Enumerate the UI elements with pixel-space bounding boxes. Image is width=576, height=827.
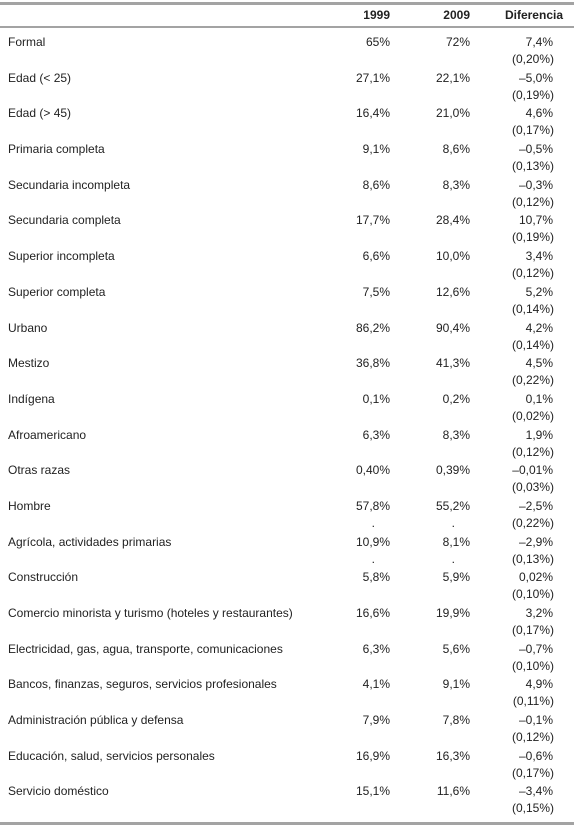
- value-1999: 7,9%: [362, 713, 390, 728]
- standard-error: (0,03%): [511, 480, 554, 495]
- standard-error: (0,12%): [511, 194, 554, 209]
- value-difference: –0,7%: [518, 641, 553, 656]
- row-label: Otras razas: [8, 463, 71, 478]
- row-label: Afroamericano: [8, 427, 87, 442]
- row-label: Construcción: [8, 570, 79, 585]
- standard-error: (0,13%): [511, 551, 554, 566]
- standard-error: (0,17%): [511, 623, 554, 637]
- row-label: Primaria completa: [8, 142, 105, 157]
- standard-error: (0,10%): [511, 658, 554, 673]
- value-1999: 9,1%: [362, 142, 390, 157]
- row-label: Educación, salud, servicios personales: [8, 748, 215, 763]
- value-1999: 0,40%: [355, 463, 390, 478]
- standard-error: (0,22%): [511, 515, 554, 530]
- value-2009: 8,3%: [442, 427, 470, 442]
- value-1999: 6,6%: [362, 249, 390, 264]
- value-1999: 6,3%: [362, 427, 390, 442]
- standard-error: (0,11%): [512, 694, 554, 709]
- value-2009: 9,1%: [442, 677, 470, 692]
- value-difference: –0,6%: [518, 748, 553, 763]
- row-label: Bancos, finanzas, seguros, servicios profesionales: [8, 677, 277, 692]
- value-difference: –2,9%: [518, 534, 553, 549]
- row-label: Superior completa: [8, 284, 106, 299]
- table-row: [0, 605, 576, 641]
- value-difference: 4,9%: [525, 677, 553, 692]
- standard-error: (0,12%): [511, 266, 554, 281]
- value-difference: 0,1%: [525, 391, 553, 406]
- table-row: [0, 70, 576, 106]
- value-1999: 17,7%: [355, 213, 390, 228]
- table-row: [0, 569, 576, 605]
- value-1999: 15,1%: [355, 784, 390, 799]
- standard-error: (0,10%): [511, 587, 554, 602]
- value-1999: 5,8%: [362, 570, 390, 585]
- value-difference: –0,1%: [518, 713, 553, 728]
- table-row: [0, 534, 576, 570]
- value-1999: 16,9%: [355, 748, 390, 763]
- row-label: Administración pública y defensa: [8, 713, 184, 728]
- value-2009: 8,3%: [442, 177, 470, 192]
- value-1999: 10,9%: [355, 534, 390, 549]
- value-2009: 21,0%: [435, 106, 470, 121]
- value-difference: –3,4%: [518, 784, 553, 799]
- value-difference: 1,9%: [525, 427, 553, 442]
- value-1999: 0,1%: [362, 391, 390, 406]
- value-difference: –5,0%: [518, 70, 553, 85]
- table-row: [0, 462, 576, 498]
- mark-1999: .: [371, 551, 375, 566]
- mark-1999: .: [371, 515, 375, 530]
- row-label: Urbano: [8, 320, 48, 335]
- standard-error: (0,19%): [511, 87, 554, 102]
- value-1999: 86,2%: [355, 320, 390, 335]
- standard-error: (0,13%): [511, 159, 554, 174]
- table-row: [0, 783, 576, 819]
- table-header: [0, 7, 576, 24]
- value-2009: 8,1%: [442, 534, 470, 549]
- row-label: Secundaria incompleta: [8, 177, 131, 192]
- row-label: Formal: [8, 35, 46, 49]
- row-label: Superior incompleta: [8, 249, 115, 264]
- table-row: [0, 284, 576, 320]
- table-row: [0, 498, 576, 534]
- value-1999: 36,8%: [355, 356, 390, 371]
- value-2009: 16,3%: [435, 748, 470, 763]
- table-row: [0, 105, 576, 141]
- table-bottom-rule: [0, 822, 574, 825]
- value-1999: 65%: [365, 35, 390, 49]
- value-2009: 19,9%: [435, 606, 470, 620]
- table-row: [0, 248, 576, 284]
- value-2009: 90,4%: [435, 320, 470, 335]
- table-row: [0, 212, 576, 248]
- row-label: Hombre: [8, 498, 51, 513]
- standard-error: (0,19%): [511, 230, 554, 245]
- column-header-difference: Diferencia: [504, 8, 563, 22]
- row-label: Secundaria completa: [8, 213, 121, 228]
- standard-error: (0,02%): [511, 408, 554, 423]
- table-row: [0, 141, 576, 177]
- standard-error: (0,17%): [511, 765, 554, 780]
- value-difference: 7,4%: [525, 35, 553, 49]
- value-2009: 22,1%: [435, 70, 470, 85]
- standard-error: (0,20%): [511, 52, 554, 66]
- table-header-rule: [0, 26, 574, 28]
- table-row: [0, 320, 576, 356]
- value-2009: 5,6%: [442, 641, 470, 656]
- value-difference: 10,7%: [518, 213, 553, 228]
- value-difference: 5,2%: [525, 284, 553, 299]
- value-2009: 28,4%: [435, 213, 470, 228]
- value-difference: 0,02%: [518, 570, 553, 585]
- standard-error: (0,14%): [511, 337, 554, 352]
- standard-error: (0,22%): [511, 373, 554, 388]
- value-1999: 16,6%: [355, 606, 390, 620]
- value-difference: –2,5%: [518, 498, 553, 513]
- row-label: Agrícola, actividades primarias: [8, 534, 172, 549]
- table-row: [0, 712, 576, 748]
- value-2009: 8,6%: [442, 142, 470, 157]
- value-difference: –0,3%: [518, 177, 553, 192]
- row-label: Servicio doméstico: [8, 784, 109, 799]
- value-2009: 5,9%: [442, 570, 470, 585]
- value-1999: 8,6%: [362, 177, 390, 192]
- row-label: Edad (< 25): [8, 70, 72, 85]
- standard-error: (0,17%): [511, 123, 554, 138]
- value-1999: 4,1%: [362, 677, 390, 692]
- standard-error: (0,12%): [511, 444, 554, 459]
- standard-error: (0,12%): [511, 730, 554, 745]
- table-row: [0, 748, 576, 784]
- row-label: Comercio minorista y turismo (hoteles y restaurantes): [8, 606, 293, 620]
- row-label: Edad (> 45): [8, 106, 72, 121]
- mark-2009: .: [451, 515, 455, 530]
- value-2009: 11,6%: [436, 784, 470, 799]
- row-label: Mestizo: [8, 356, 50, 371]
- value-difference: 4,6%: [525, 106, 553, 121]
- table-row: [0, 641, 576, 677]
- table-row: [0, 355, 576, 391]
- value-2009: 7,8%: [442, 713, 470, 728]
- value-1999: 6,3%: [362, 641, 390, 656]
- column-header-1999: 1999: [363, 8, 390, 22]
- value-1999: 27,1%: [355, 70, 390, 85]
- value-difference: –0,01%: [512, 463, 553, 478]
- value-2009: 0,2%: [442, 391, 470, 406]
- value-difference: 3,2%: [525, 606, 553, 620]
- table-row: [0, 427, 576, 463]
- column-header-2009: 2009: [443, 8, 470, 22]
- mark-2009: .: [451, 551, 455, 566]
- value-2009: 55,2%: [435, 498, 470, 513]
- table-row: [0, 177, 576, 213]
- table-row: [0, 391, 576, 427]
- value-difference: 3,4%: [525, 249, 553, 264]
- value-1999: 16,4%: [355, 106, 390, 121]
- value-2009: 0,39%: [435, 463, 470, 478]
- table-row: [0, 34, 576, 70]
- row-label: Indígena: [8, 391, 55, 406]
- value-difference: 4,2%: [525, 320, 553, 335]
- value-2009: 10,0%: [435, 249, 470, 264]
- value-1999: 57,8%: [355, 498, 390, 513]
- standard-error: (0,15%): [511, 801, 554, 816]
- value-2009: 12,6%: [435, 284, 470, 299]
- value-1999: 7,5%: [362, 284, 390, 299]
- value-difference: 4,5%: [525, 356, 553, 371]
- value-2009: 41,3%: [435, 356, 470, 371]
- table-top-rule: [0, 2, 574, 5]
- row-label: Electricidad, gas, agua, transporte, comunicaciones: [8, 641, 283, 656]
- value-2009: 72%: [445, 35, 470, 49]
- table-row: [0, 676, 576, 712]
- standard-error: (0,14%): [511, 301, 554, 316]
- table-body: [0, 34, 576, 819]
- value-difference: –0,5%: [518, 142, 553, 157]
